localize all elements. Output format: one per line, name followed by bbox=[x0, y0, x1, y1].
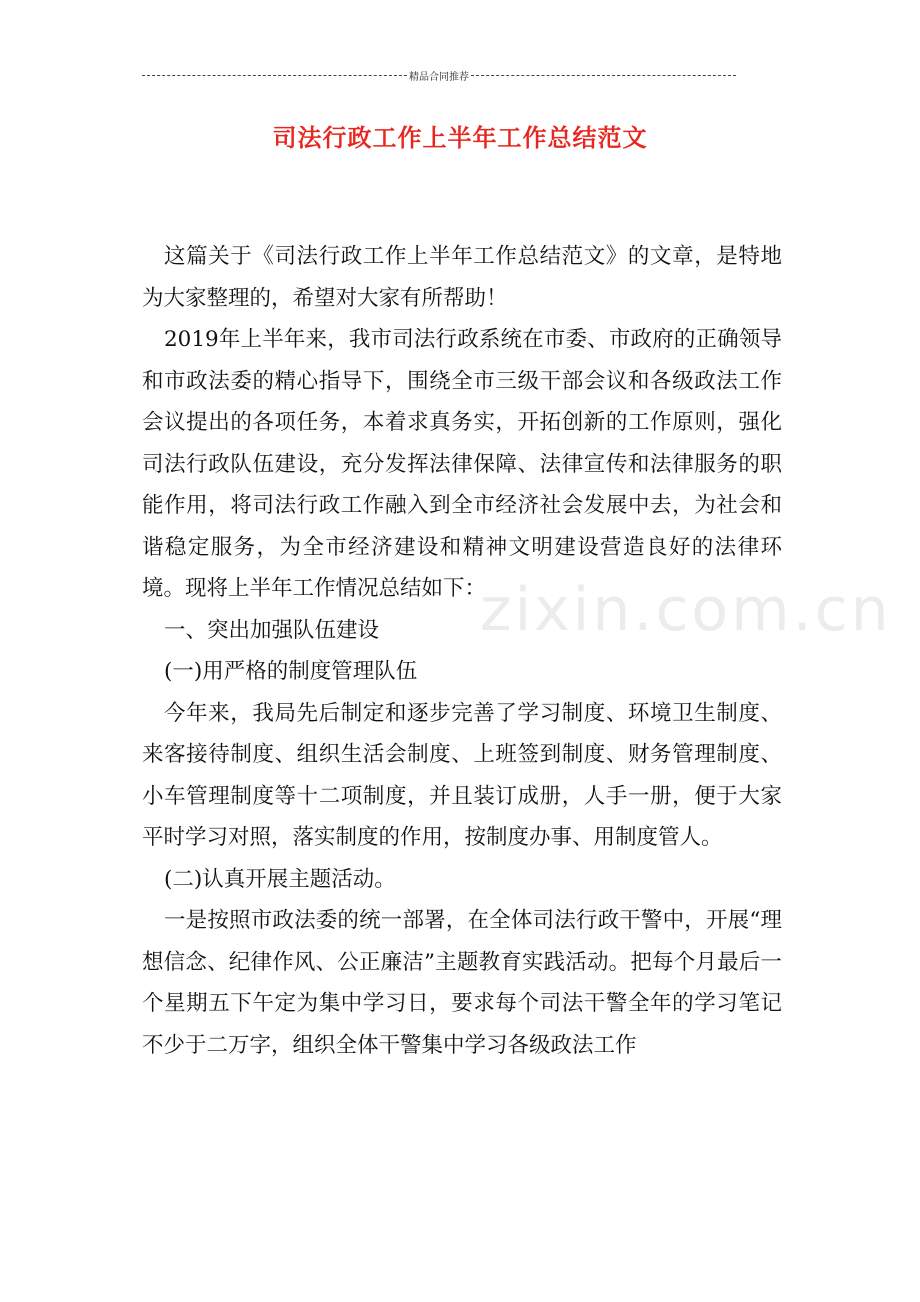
page-header bbox=[142, 68, 736, 82]
header-dash-right bbox=[471, 75, 736, 76]
paragraph-overview: 2019年上半年来，我市司法行政系统在市委、市政府的正确领导和市政法委的精心指导下，围绕全市三级干部会议和各级政法工作会议提出的各项任务，本着求真务实，开拓创新的工作原则，强化司法行政队伍建设，充分发挥法律保障、法律宣传和法律服务的职能作用，将司法行政工作融入到全市经济社会发展中去，为社会和谐稳定服务，为全市经济建设和精神文明建设营造良好的法律环境。现将上半年工作情况总结如下： bbox=[142, 327, 782, 601]
paragraph-activities: 一是按照市政法委的统一部署，在全体司法行政干警中，开展“理想信念、纪律作风、公正廉洁”主题教育实践活动。把每个月最后一个星期五下午定为集中学习日，要求每个司法干警全年的学习笔记不少于二万字，组织全体干警集中学习各级政法工作 bbox=[142, 908, 782, 1058]
header-label: 精品合同推荐 bbox=[409, 71, 469, 83]
watermark: zixin.com.cn bbox=[480, 575, 892, 645]
subsection-heading-2: (二)认真开展主题活动。 bbox=[164, 866, 396, 892]
document-title: 司法行政工作上半年工作总结范文 bbox=[272, 124, 648, 152]
subsection-heading-1: (一)用严格的制度管理队伍 bbox=[164, 659, 418, 684]
document-body bbox=[142, 236, 782, 1066]
header-dash-left bbox=[142, 75, 407, 76]
paragraph-rules: 今年来，我局先后制定和逐步完善了学习制度、环境卫生制度、来客接待制度、组织生活会制度、上班签到制度、财务管理制度、小车管理制度等十二项制度，并且装订成册，人手一册，便于大家平时学习对照，落实制度的作用，按制度办事、用制度管人。 bbox=[142, 700, 782, 850]
paragraph-intro: 这篇关于《司法行政工作上半年工作总结范文》的文章，是特地为大家整理的，希望对大家有所帮助！ bbox=[142, 244, 782, 311]
section-heading-1: 一、突出加强队伍建设 bbox=[164, 617, 380, 643]
